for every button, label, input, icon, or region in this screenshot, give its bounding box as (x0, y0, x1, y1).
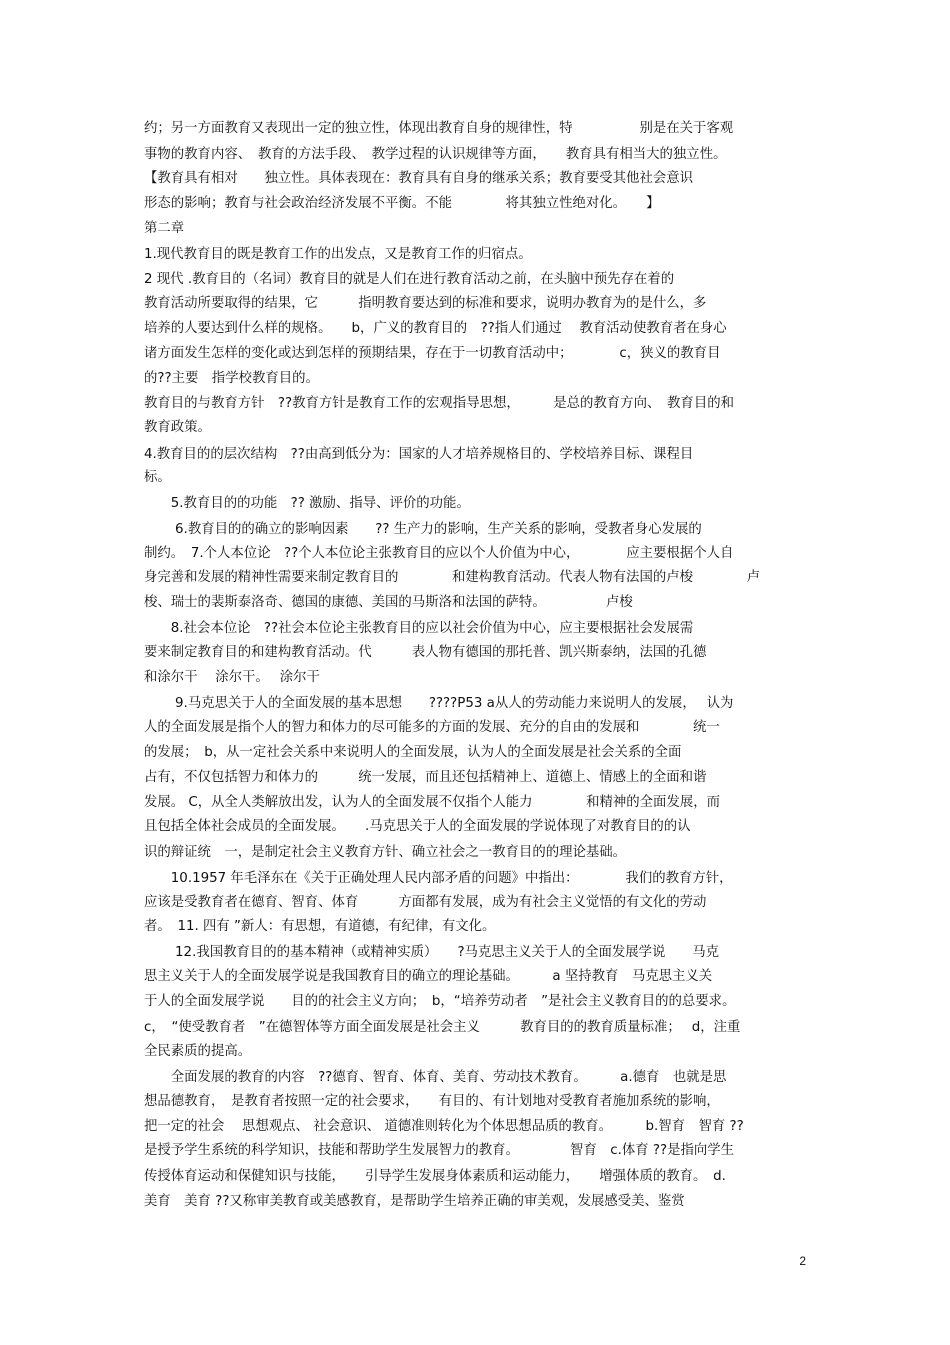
text-line: 教育政策。 (144, 420, 211, 435)
text-line: 和涂尔干 涂尔干。 涂尔干 (144, 670, 320, 685)
text-line: c， “使受教育者 ”在德智体等方面全面发展是社会主义 教育目的的教育质量标准； d，注重 (144, 1020, 741, 1035)
chapter-heading: 第二章 (144, 221, 185, 236)
text-line: 者。 11. 四有 ”新人：有思想，有道德，有纪律，有文化。 (144, 919, 496, 934)
text-line: 想品德教育， 是教育者按照一定的社会要求， 有目的、有计划地对受教育者施加系统的影响， (144, 1094, 720, 1109)
text-line: 是授予学生系统的科学知识，技能和帮助学生发展智力的教育。 智育 c.体育 ??是指向学生 (144, 1143, 735, 1158)
text-line: 全民素质的提高。 (144, 1044, 252, 1059)
text-line: 教育活动所要取得的结果，它 指明教育要达到的标准和要求，说明办教育为的是什么，多 (144, 296, 707, 311)
text-line: 8.社会本位论 ??社会本位论主张教育目的应以社会价值为中心，应主要根据社会发展需 (144, 621, 694, 636)
text-line: 的发展； b，从一定社会关系中来说明人的全面发展，认为人的全面发展是社会关系的全面 (144, 745, 682, 760)
text-line: 身完善和发展的精神性需要来制定教育目的 和建构教育活动。代表人物有法国的卢梭 卢 (144, 570, 760, 585)
text-line: 把一定的社会 思想观点、 社会意识、 道德准则转化为个体思想品质的教育。 b.智育 智育 ?? (144, 1119, 744, 1134)
page-number: 2 (799, 1254, 806, 1268)
text-line: 思主义关于人的全面发展学说是我国教育目的确立的理论基础。 a 坚持教育 马克思主义关 (144, 969, 713, 984)
text-line: 诸方面发生怎样的变化或达到怎样的预期结果，存在于一切教育活动中； c，狭义的教育目 (144, 346, 721, 361)
text-line: 占有，不仅包括智力和体力的 统一发展，而且还包括精神上、道德上、情感上的全面和谐 (144, 770, 707, 785)
text-line: 标。 (144, 470, 171, 485)
text-line: 梭、瑞士的裴斯泰洛奇、德国的康德、美国的马斯洛和法国的萨特。 卢梭 (144, 595, 633, 610)
text-line: 培养的人要达到什么样的规格。 b，广义的教育目的 ??指人们通过 教育活动使教育者在身心 (144, 321, 727, 336)
text-line: 事物的教育内容、 教育的方法手段、 教学过程的认识规律等方面， 教育具有相当大的独立性。 (144, 147, 727, 162)
text-line: 且包括全体社会成员的全面发展。 .马克思关于人的全面发展的学说体现了对教育目的的认 (144, 819, 691, 834)
text-line: 要来制定教育目的和建构教育活动。代 表人物有德国的那托普、凯兴斯泰纳，法国的孔德 (144, 645, 707, 660)
text-line: 发展。 C，从全人类解放出发，认为人的全面发展不仅指个人能力 和精神的全面发展，而 (144, 795, 721, 810)
text-line: 人的全面发展是指个人的智力和体力的尽可能多的方面的发展、充分的自由的发展和 统一 (144, 720, 720, 735)
text-line: 教育目的与教育方针 ??教育方针是教育工作的宏观指导思想， 是总的教育方向、 教育目的和 (144, 396, 734, 411)
text-line: 4.教育目的的层次结构 ??由高到低分为：国家的人才培养规格目的、学校培养目标、课程目 (144, 447, 694, 462)
text-line: 5.教育目的的功能 ?? 激励、指导、评价的功能。 (144, 496, 470, 511)
text-line: 【教育具有相对 独立性。具体表现在：教育具有自身的继承关系；教育要受其他社会意识 (144, 171, 694, 186)
text-line: 的??主要 指学校教育目的。 (144, 371, 319, 386)
text-line: 于人的全面发展学说 目的的社会主义方向； b，“培养劳动者 ”是社会主义教育目的的总要求。 (144, 994, 736, 1009)
text-line: 10.1957 年毛泽东在《关于正确处理人民内部矛盾的问题》中指出： 我们的教育方针， (144, 871, 733, 886)
text-line: 制约。 7.个人本位论 ??个人本位论主张教育目的应以个人价值为中心， 应主要根据个人自 (144, 546, 734, 561)
text-line: 12.我国教育目的的基本精神（或精神实质） ?马克思主义关于人的全面发展学说 马克 (144, 945, 719, 960)
text-line: 美育 美育 ??又称审美教育或美感教育，是帮助学生培养正确的审美观，发展感受美、鉴赏 (144, 1194, 685, 1209)
text-line: 全面发展的教育的内容 ??德育、智育、体育、美育、劳动技术教育。 a.德育 也就是思 (144, 1070, 727, 1085)
text-line: 识的辩证统 一，是制定社会主义教育方针、确立社会之一教育目的的理论基础。 (144, 845, 627, 860)
text-line: 9.马克思关于人的全面发展的基本思想 ????P53 a从人的劳动能力来说明人的发展， 认为 (144, 696, 734, 711)
text-line: 2 现代 .教育目的（名词）教育目的就是人们在进行教育活动之前，在头脑中预先存在着的 (144, 272, 675, 287)
text-line: 应该是受教育者在德育、智育、体育 方面都有发展，成为有社会主义觉悟的有文化的劳动 (144, 895, 707, 910)
text-line: 1.现代教育目的既是教育工作的出发点，又是教育工作的归宿点。 (144, 247, 532, 262)
text-line: 约；另一方面教育又表现出一定的独立性，体现出教育自身的规律性，特 别是在关于客观 (144, 121, 734, 136)
text-line: 形态的影响；教育与社会政治经济发展不平衡。不能 将其独立性绝对化。 】 (144, 196, 660, 211)
text-line: 传授体育运动和保健知识与技能， 引导学生发展身体素质和运动能力， 增强体质的教育。 d. (144, 1169, 726, 1184)
text-line: 6.教育目的的确立的影响因素 ?? 生产力的影响，生产关系的影响，受教者身心发展的 (144, 522, 702, 537)
